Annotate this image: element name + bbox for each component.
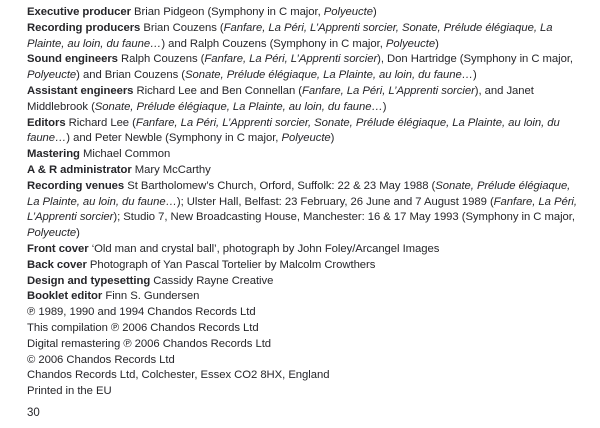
credit-line-design-and-typesetting — [27, 274, 579, 290]
text-segment: Mastering — [27, 148, 80, 161]
credit-line-recording-producers — [27, 21, 579, 53]
text-segment: Brian Couzens ( — [140, 21, 224, 34]
credit-line-booklet-editor — [27, 289, 579, 305]
text-segment: St Bartholomew’s Church, Orford, Suffolk: 22 & 23 May 1988 ( — [124, 179, 436, 192]
text-segment: Sonate, Prélude élégiaque, La Plainte, au loin, du faune… — [185, 69, 473, 82]
page-number: 30 — [27, 407, 40, 419]
credit-line-editors — [27, 116, 579, 148]
credit-line-recording-venues — [27, 179, 579, 242]
text-segment: Polyeucte — [27, 227, 77, 240]
text-segment: A & R administrator — [27, 163, 132, 176]
text-segment: ) — [472, 69, 477, 82]
credit-line-sound-engineers — [27, 52, 579, 84]
text-segment: ℗ 1989, 1990 and 1994 Chandos Records Ltd — [27, 306, 256, 319]
text-segment: ‘Old man and crystal ball’, photograph by John Foley/Arcangel Images — [88, 242, 440, 255]
text-segment: Recording venues — [27, 179, 125, 192]
credit-line-compilation-2006 — [27, 321, 579, 337]
text-segment: Polyeucte — [323, 6, 373, 18]
credit-line-assistant-engineers — [27, 84, 579, 116]
text-segment: Fanfare, La Péri, L’Apprenti sorcier — [302, 84, 475, 97]
text-segment: © 2006 Chandos Records Ltd — [27, 353, 175, 366]
credit-line-copyright-2006 — [27, 353, 579, 369]
text-segment: Back cover — [27, 258, 87, 271]
text-segment: Ralph Couzens ( — [117, 53, 205, 66]
text-segment: Printed in the EU — [27, 385, 112, 398]
text-segment: ) — [372, 6, 377, 18]
text-segment: Photograph of Yan Pascal Tortelier by Malcolm Crowthers — [86, 258, 376, 271]
text-segment: Design and typesetting — [27, 274, 151, 287]
text-segment: Sound engineers — [27, 53, 118, 66]
text-segment: ) — [435, 37, 439, 50]
text-segment: Sonate, Prélude élégiaque, La Plainte, au loin, du faune… — [94, 100, 383, 113]
text-segment: Fanfare, La Péri, L’Apprenti sorcier, Sonate, Prélude élégiaque, La Plainte, au loin, du faune… — [27, 116, 560, 145]
text-segment: ) — [382, 100, 387, 113]
text-segment: ) and Brian Couzens ( — [76, 69, 186, 82]
text-segment: ) — [76, 227, 80, 240]
text-segment: ), and Janet Middlebrook ( — [27, 84, 534, 113]
text-segment: This compilation ℗ 2006 Chandos Records Ltd — [27, 321, 259, 334]
text-segment: Fanfare, La Péri, L’Apprenti sorcier — [204, 53, 378, 66]
text-segment: ) — [330, 132, 335, 145]
text-segment: ), Don Hartridge (Symphony in C major, — [377, 53, 574, 66]
credit-line-back-cover — [27, 258, 579, 274]
credit-line-executive-producer — [27, 5, 579, 21]
text-segment: Editors — [27, 116, 66, 129]
credit-line-printed-in — [27, 384, 579, 400]
credit-line-a-and-r-administrator — [27, 163, 579, 179]
text-segment: Front cover — [27, 242, 89, 255]
text-segment: Digital remastering ℗ 2006 Chandos Records Ltd — [27, 337, 272, 350]
text-segment: Mary McCarthy — [131, 163, 211, 176]
text-segment: Brian Pidgeon (Symphony in C major, — [130, 6, 324, 18]
credit-line-front-cover — [27, 242, 579, 258]
text-segment: Recording producers — [27, 21, 141, 34]
text-segment: Polyeucte — [27, 69, 77, 82]
credit-line-phonogram-1989 — [27, 305, 579, 321]
text-segment: Chandos Records Ltd, Colchester, Essex CO2 8HX, England — [27, 369, 330, 382]
text-segment: ) and Ralph Couzens (Symphony in C major, — [161, 37, 386, 50]
credit-line-digital-remastering-2006 — [27, 337, 579, 353]
text-segment: Cassidy Rayne Creative — [150, 274, 274, 287]
text-segment: Michael Common — [79, 148, 171, 161]
text-segment: Executive producer — [27, 6, 131, 18]
text-segment: Assistant engineers — [27, 84, 134, 97]
text-segment: Polyeucte — [385, 37, 436, 50]
text-segment: Fanfare, La Péri, L’Apprenti sorcier, Sonate, Prélude élégiaque, La Plainte, au loin, du faune… — [27, 21, 553, 50]
text-segment: ); Studio 7, New Broadcasting House, Manchester: 16 & 17 May 1993 (Symphony in C major, — [113, 211, 575, 224]
text-segment: Richard Lee and Ben Connellan ( — [133, 84, 303, 97]
credit-line-address — [27, 368, 579, 384]
text-segment: Richard Lee ( — [65, 116, 136, 129]
text-segment: Fanfare, La Péri, L’Apprenti sorcier — [27, 195, 577, 224]
text-segment: Finn S. Gundersen — [102, 290, 200, 303]
text-segment: Sonate, Prélude élégiaque, La Plainte, au loin, du faune… — [27, 179, 571, 208]
text-segment: Polyeucte — [281, 132, 331, 145]
credits-list — [27, 5, 579, 400]
text-segment: Booklet editor — [27, 290, 103, 303]
credit-line-mastering — [27, 147, 579, 163]
text-segment: ) and Peter Newble (Symphony in C major, — [66, 132, 282, 145]
text-segment: ); Ulster Hall, Belfast: 23 February, 26 June and 7 August 1989 ( — [176, 195, 494, 208]
